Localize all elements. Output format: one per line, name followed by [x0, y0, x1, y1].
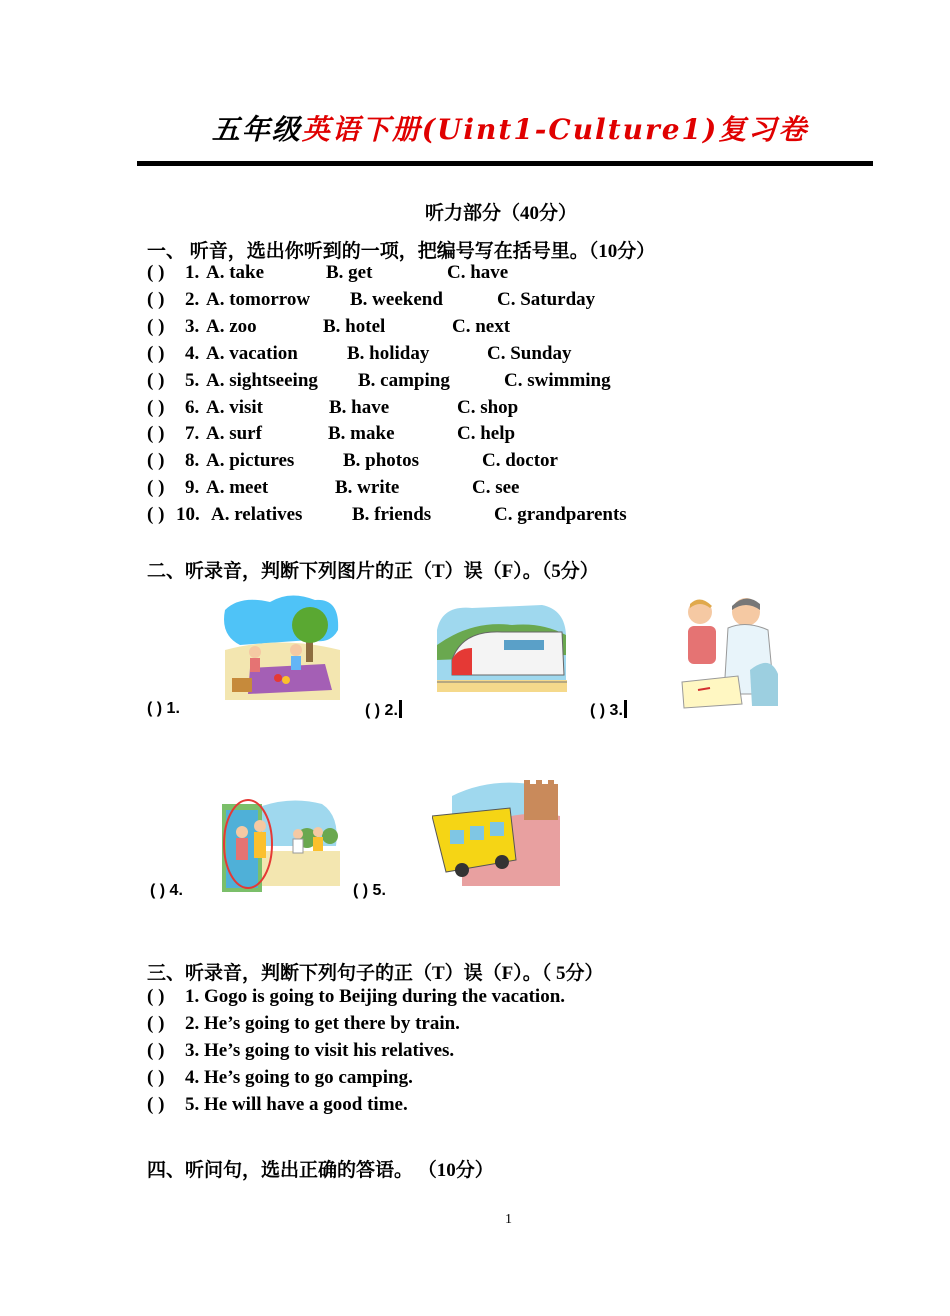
question-number: 1. [185, 262, 200, 283]
option-a: A. meet [206, 477, 269, 499]
cursor-bar [399, 700, 402, 718]
answer-paren: ( ) [147, 986, 165, 1007]
option-c: C. Sunday [487, 342, 572, 364]
option-c: C. doctor [482, 450, 558, 472]
page-number: 1 [505, 1212, 512, 1227]
section1-heading: 一、 听音，选出你听到的一项，把编号写在括号里。（10分） [147, 241, 656, 262]
option-b: B. get [326, 262, 373, 283]
option-b: B. photos [343, 450, 420, 472]
option-b: B. hotel [323, 315, 386, 337]
picture1-label: ( ) 1. [147, 700, 180, 717]
title-grade: 五年级 [211, 113, 302, 146]
option-a: A. take [206, 262, 265, 283]
question-number: 2. [185, 288, 200, 310]
title-rule [137, 161, 873, 166]
option-a: A. relatives [211, 504, 303, 526]
option-b: B. friends [352, 504, 432, 526]
answer-paren: ( ) [147, 315, 165, 337]
answer-paren: ( ) [147, 1039, 165, 1061]
question-number: 4. [185, 342, 200, 364]
option-a: A. vacation [206, 342, 298, 364]
picture3-label [590, 700, 627, 720]
listening-title: 听力部分（40分） [425, 203, 578, 224]
question-number: 6. [185, 396, 200, 418]
answer-paren: ( ) [147, 477, 165, 499]
section2-heading: 二、听录音，判断下列图片的正（T）误（F）。（5分） [147, 561, 599, 582]
option-c: C. swimming [504, 369, 611, 391]
option-c: C. have [447, 262, 509, 283]
option-b: B. holiday [347, 342, 430, 364]
option-a: A. surf [206, 423, 262, 445]
picnic-picture [220, 590, 345, 702]
statement-text: 3. He’s going to visit his relatives. [185, 1039, 455, 1061]
picture2-label-text: ( ) 2. [365, 702, 398, 719]
option-a: A. zoo [206, 315, 257, 337]
relatives-picture [222, 796, 340, 892]
question-number: 8. [185, 450, 200, 472]
answer-paren: ( ) [147, 1093, 165, 1115]
answer-paren: ( ) [147, 1066, 165, 1088]
statement-text: 1. Gogo is going to Beijing during the vacation. [185, 986, 566, 1007]
answer-paren: ( ) [147, 262, 165, 283]
cursor-bar [624, 700, 627, 718]
answer-paren: ( ) [147, 423, 165, 445]
answer-paren: ( ) [147, 504, 165, 526]
option-a: A. visit [206, 396, 263, 418]
option-a: A. pictures [206, 450, 295, 472]
question-number: 7. [185, 423, 200, 445]
option-c: C. next [452, 315, 511, 337]
option-c: C. grandparents [494, 504, 627, 526]
question-number: 10. [176, 504, 200, 526]
picture2-label [365, 700, 402, 720]
picture4-label: ( ) 4. [150, 882, 183, 899]
option-a: A. tomorrow [206, 288, 311, 310]
option-b: B. make [328, 423, 395, 445]
option-b: B. camping [358, 369, 450, 391]
document-title [0, 108, 950, 148]
statement-text: 4. He’s going to go camping. [185, 1066, 413, 1088]
answer-paren: ( ) [147, 369, 165, 391]
option-c: C. Saturday [497, 288, 596, 310]
option-c: C. shop [457, 396, 519, 418]
section4-heading: 四、听问句，选出正确的答语。 （10分） [147, 1160, 494, 1181]
statement-text: 5. He will have a good time. [185, 1093, 408, 1115]
question-number: 5. [185, 369, 200, 391]
answer-paren: ( ) [147, 288, 165, 310]
bus-picture [432, 776, 562, 888]
option-c: C. help [457, 423, 516, 445]
option-b: B. write [335, 477, 400, 499]
answer-paren: ( ) [147, 342, 165, 364]
question-number: 3. [185, 315, 200, 337]
answer-paren: ( ) [147, 450, 165, 472]
answer-paren: ( ) [147, 1012, 165, 1034]
statement-text: 2. He’s going to get there by train. [185, 1012, 460, 1034]
section3-heading: 三、听录音，判断下列句子的正（T）误（F）。（ 5分） [147, 963, 604, 984]
option-b: B. weekend [350, 288, 443, 310]
title-subject: 英语下册(Uint1-Culture1)复习卷 [301, 113, 809, 146]
question-number: 9. [185, 477, 200, 499]
option-b: B. have [329, 396, 390, 418]
picture3-label-text: ( ) 3. [590, 702, 623, 719]
option-a: A. sightseeing [206, 369, 318, 391]
picture5-label: ( ) 5. [353, 882, 386, 899]
train-picture [432, 600, 570, 700]
option-c: C. see [472, 477, 520, 499]
answer-paren: ( ) [147, 396, 165, 418]
doctor-picture [680, 594, 780, 710]
